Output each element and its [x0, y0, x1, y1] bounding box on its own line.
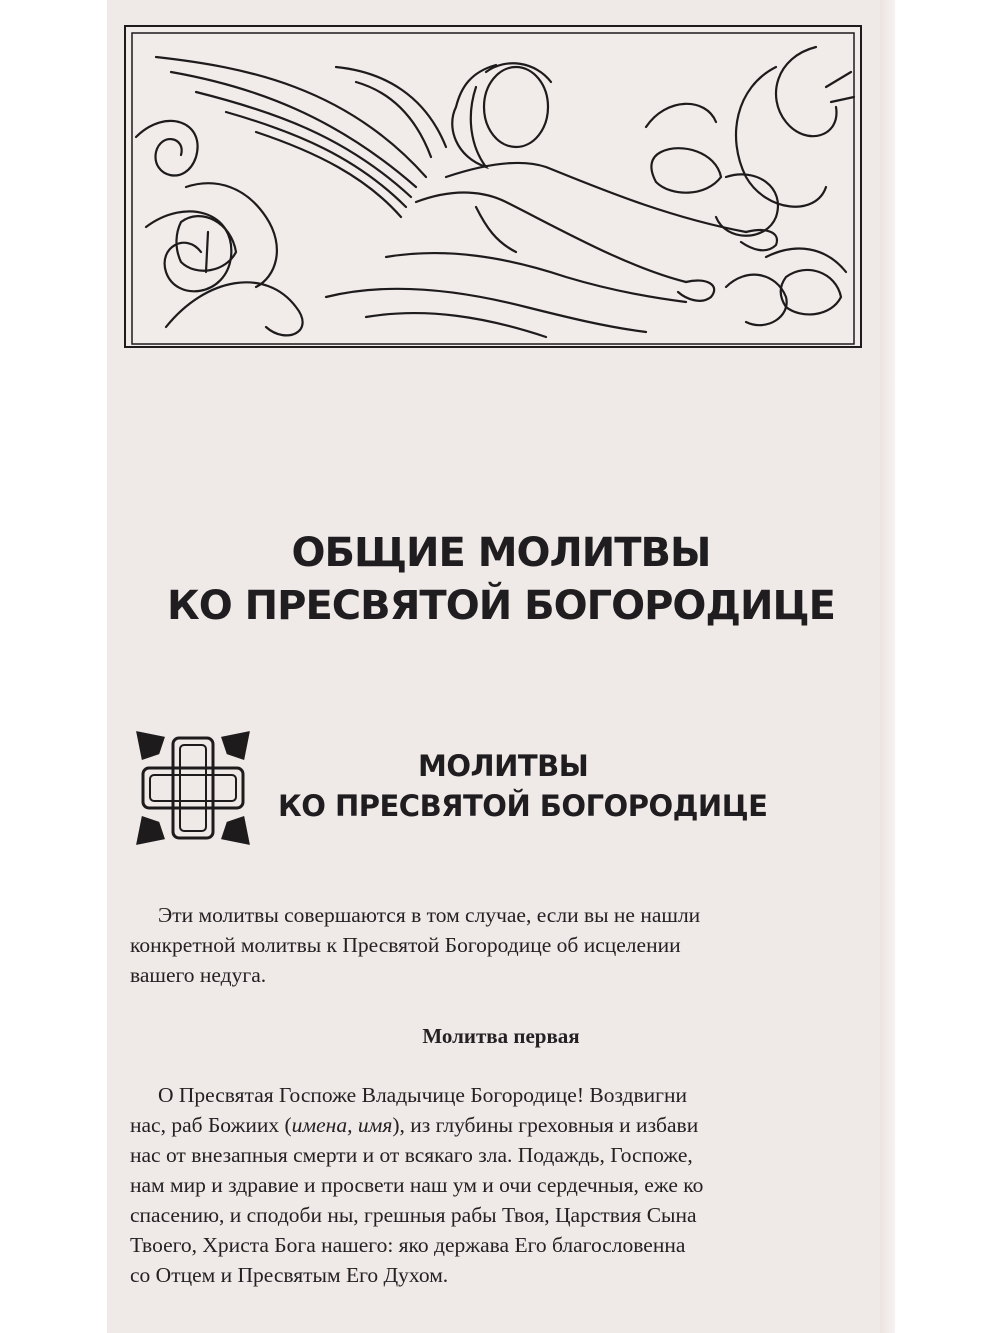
- prayer-line: со Отцем и Пресвятым Его Духом.: [130, 1263, 449, 1287]
- names-placeholder: имена, имя: [291, 1113, 393, 1137]
- prayer-line: спасению, и сподоби ны, грешныя рабы Твоя, Царствия Сына: [130, 1203, 697, 1227]
- prayer-line: [130, 1110, 870, 1140]
- intro-line: Эти молитвы совершаются в том случае, если вы не нашли: [158, 903, 701, 927]
- prayer-text: нас, раб Божиих (: [130, 1113, 292, 1137]
- intro-line: конкретной молитвы к Пресвятой Богородице об исцелении: [130, 933, 681, 957]
- angel-with-flowers-illustration: [126, 27, 862, 348]
- main-heading-line1: ОБЩИЕ МОЛИТВЫ: [291, 530, 711, 576]
- page-edge: [880, 0, 895, 1333]
- sub-heading-line2: КО ПРЕСВЯТОЙ БОГОРОДИЦЕ: [278, 789, 768, 823]
- intro-paragraph: [130, 900, 870, 990]
- prayer-line: нам мир и здравие и просвети наш ум и очи сердечныя, еже ко: [130, 1173, 704, 1197]
- intro-line: вашего недуга.: [130, 963, 267, 987]
- prayer-line: Твоего, Христа Бога нашего: яко держава Его благословенна: [130, 1233, 686, 1257]
- interlaced-knot-emblem-icon: [133, 728, 253, 848]
- prayer-text: ), из глубины греховныя и избави: [392, 1113, 699, 1137]
- prayer-line: нас от внезапныя смерти и от всякаго зла. Подаждь, Госпоже,: [130, 1143, 693, 1167]
- main-heading-line2: КО ПРЕСВЯТОЙ БОГОРОДИЦЕ: [167, 583, 835, 629]
- sub-heading-line1: МОЛИТВЫ: [418, 749, 589, 783]
- prayer-title: Молитва первая: [422, 1024, 580, 1048]
- prayer-line: О Пресвятая Госпоже Владычице Богородице! Воздвигни: [158, 1083, 687, 1107]
- prayer-paragraph: [130, 1080, 870, 1290]
- angel-illustration-frame: [124, 25, 862, 348]
